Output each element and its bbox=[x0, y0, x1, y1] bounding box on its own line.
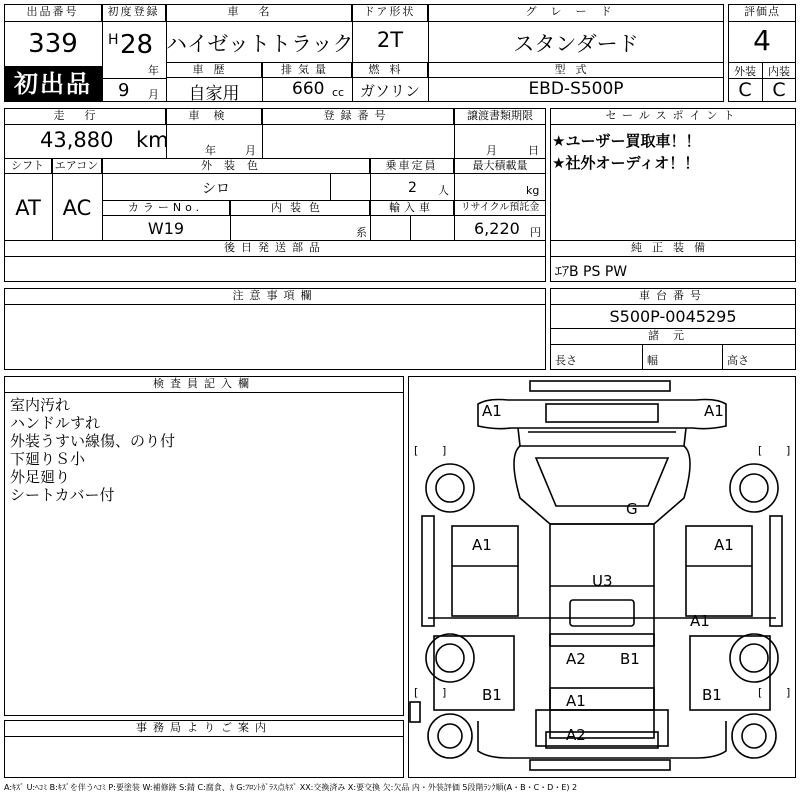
car-name: ハイゼットトラック bbox=[166, 32, 354, 56]
svg-text:]: ] bbox=[786, 686, 791, 699]
inspector-line-5: 外足廻り bbox=[10, 468, 71, 486]
mileage: 43,880 bbox=[40, 128, 114, 152]
inspector-header: 検査員記入欄 bbox=[4, 376, 404, 393]
load-unit: kg bbox=[526, 184, 540, 197]
reg-year-unit: 年 bbox=[148, 64, 159, 77]
car-name-header: 車名 bbox=[166, 4, 352, 22]
color-no-header: カラーNo. bbox=[102, 200, 230, 216]
equipment-header: 純正装備 bbox=[550, 240, 796, 257]
svg-text:[: [ bbox=[758, 686, 763, 699]
inspector-line-6: シートカバー付 bbox=[10, 486, 115, 504]
fuel-header: 燃料 bbox=[352, 62, 428, 78]
grade-header: グレード bbox=[428, 4, 724, 22]
first-listing-badge: 初出品 bbox=[4, 66, 102, 102]
interior-label: 内装 bbox=[768, 65, 790, 78]
ac-header: エアコン bbox=[52, 158, 102, 174]
svg-text:]: ] bbox=[786, 444, 791, 457]
mark-a1-door-right: A1 bbox=[714, 536, 734, 554]
door-header: ドア形状 bbox=[352, 4, 428, 22]
notes-header: 注意事項欄 bbox=[4, 288, 546, 305]
mark-a1-bed-right: A1 bbox=[690, 612, 710, 630]
inspection-month-unit: 月 bbox=[245, 144, 256, 157]
model-header: 型式 bbox=[428, 62, 724, 78]
transfer-header: 譲渡書類期限 bbox=[454, 108, 546, 125]
color: シロ bbox=[202, 181, 230, 197]
mark-a1-front-right: A1 bbox=[704, 402, 724, 420]
first-reg-header: 初度登録 bbox=[102, 4, 166, 22]
ac: AC bbox=[62, 196, 92, 220]
era: H bbox=[108, 32, 119, 48]
equipment: ｴｱB PS PW bbox=[555, 264, 628, 280]
reg-no-header: 登録番号 bbox=[262, 108, 454, 125]
exterior-grade: C bbox=[738, 79, 752, 101]
svg-text:[: [ bbox=[414, 686, 419, 699]
chassis-header: 車台番号 bbox=[550, 288, 796, 305]
inspector-line-1: 室内汚れ bbox=[10, 396, 71, 414]
history: 自家用 bbox=[188, 84, 240, 104]
mark-a2-rear-bumper: A2 bbox=[566, 726, 586, 744]
width-label: 幅 bbox=[647, 354, 658, 367]
door: 2T bbox=[376, 28, 404, 52]
displacement: 660 bbox=[292, 79, 325, 99]
mark-b1-bed: B1 bbox=[620, 650, 640, 668]
later-parts-header: 後日発送部品 bbox=[4, 240, 546, 257]
inspector-line-3: 外装うすい線傷、のり付 bbox=[10, 432, 176, 450]
score: 4 bbox=[753, 24, 771, 57]
lot-no-header: 出品番号 bbox=[4, 4, 102, 22]
fuel: ガソリン bbox=[359, 82, 420, 100]
lot-no: 339 bbox=[28, 29, 78, 59]
shift-header: シフト bbox=[4, 158, 52, 174]
capacity-unit: 人 bbox=[438, 184, 449, 197]
inspector-line-4: 下廻りＳ小 bbox=[10, 450, 86, 468]
mark-u3-roof: U3 bbox=[592, 572, 613, 590]
svg-text:]: ] bbox=[442, 686, 447, 699]
mark-b1-rear-left: B1 bbox=[482, 686, 502, 704]
height-label: 高さ bbox=[727, 354, 749, 367]
recycle-header: リサイクル預託金 bbox=[454, 200, 546, 216]
shift: AT bbox=[15, 196, 41, 220]
spec-header: 諸元 bbox=[550, 328, 796, 345]
exterior-label: 外装 bbox=[734, 65, 756, 78]
mark-b1-rear-right: B1 bbox=[702, 686, 722, 704]
interior-grade: C bbox=[772, 79, 786, 101]
int-color-suffix: 系 bbox=[356, 226, 367, 239]
legend: A:ｷｽﾞ U:ﾍｺﾐ B:ｷｽﾞを伴うﾍｺﾐ P:要塗装 W:補修跡 S:錆 C:腐食、ｶ G:ﾌﾛﾝﾄｶﾞﾗｽ点ｷｽﾞ XX:交換済み X:要交換 欠:欠品 内・外装評価 5段階ﾗﾝｸ順(A・B・C・D・E) 2 bbox=[4, 783, 578, 792]
mileage-header: 走行 bbox=[4, 108, 166, 125]
history-header: 車歴 bbox=[166, 62, 262, 78]
int-color-header: 内装色 bbox=[230, 200, 370, 216]
recycle: 6,220 bbox=[474, 219, 520, 238]
reg-month: 9 bbox=[118, 80, 130, 101]
mark-a1-tailgate: A1 bbox=[566, 692, 586, 710]
reg-year: 28 bbox=[120, 30, 154, 60]
color-header: 外装色 bbox=[102, 158, 370, 174]
mark-a1-door-left: A1 bbox=[472, 536, 492, 554]
displacement-unit: cc bbox=[332, 86, 345, 99]
chassis-number: S500P-0045295 bbox=[609, 307, 737, 326]
svg-text:[: [ bbox=[414, 444, 419, 457]
model: EBD-S500P bbox=[528, 79, 624, 99]
transfer-month-unit: 月 bbox=[486, 144, 497, 157]
capacity: 2 bbox=[408, 180, 417, 196]
sales-header: セールスポイント bbox=[550, 108, 796, 125]
inspector-line-2: ハンドルすれ bbox=[10, 414, 101, 432]
inspection-year-unit: 年 bbox=[205, 144, 216, 157]
mark-a1-front-left: A1 bbox=[482, 402, 502, 420]
color-no: W19 bbox=[147, 219, 185, 238]
inspection-header: 車検 bbox=[166, 108, 262, 125]
sales-point-1: ★ユーザー買取車！！ bbox=[552, 132, 701, 150]
displacement-header: 排気量 bbox=[262, 62, 352, 78]
grade: スタンダード bbox=[513, 32, 639, 56]
capacity-header: 乗車定員 bbox=[370, 158, 454, 174]
vehicle-diagram bbox=[408, 376, 796, 778]
import-header: 輸入車 bbox=[370, 200, 454, 216]
mark-a2-bed: A2 bbox=[566, 650, 586, 668]
svg-text:]: ] bbox=[442, 444, 447, 457]
mileage-unit: km bbox=[136, 128, 169, 152]
office-header: 事務局よりご案内 bbox=[4, 720, 404, 737]
svg-text:[: [ bbox=[758, 444, 763, 457]
load-header: 最大積載量 bbox=[454, 158, 546, 174]
length-label: 長さ bbox=[555, 354, 577, 367]
recycle-unit: 円 bbox=[530, 226, 541, 239]
mark-g-windshield: G bbox=[626, 500, 638, 518]
sales-point-2: ★社外オーディオ！！ bbox=[552, 154, 700, 172]
score-header: 評価点 bbox=[728, 4, 796, 22]
reg-month-unit: 月 bbox=[148, 88, 159, 101]
transfer-day-unit: 日 bbox=[528, 144, 539, 157]
